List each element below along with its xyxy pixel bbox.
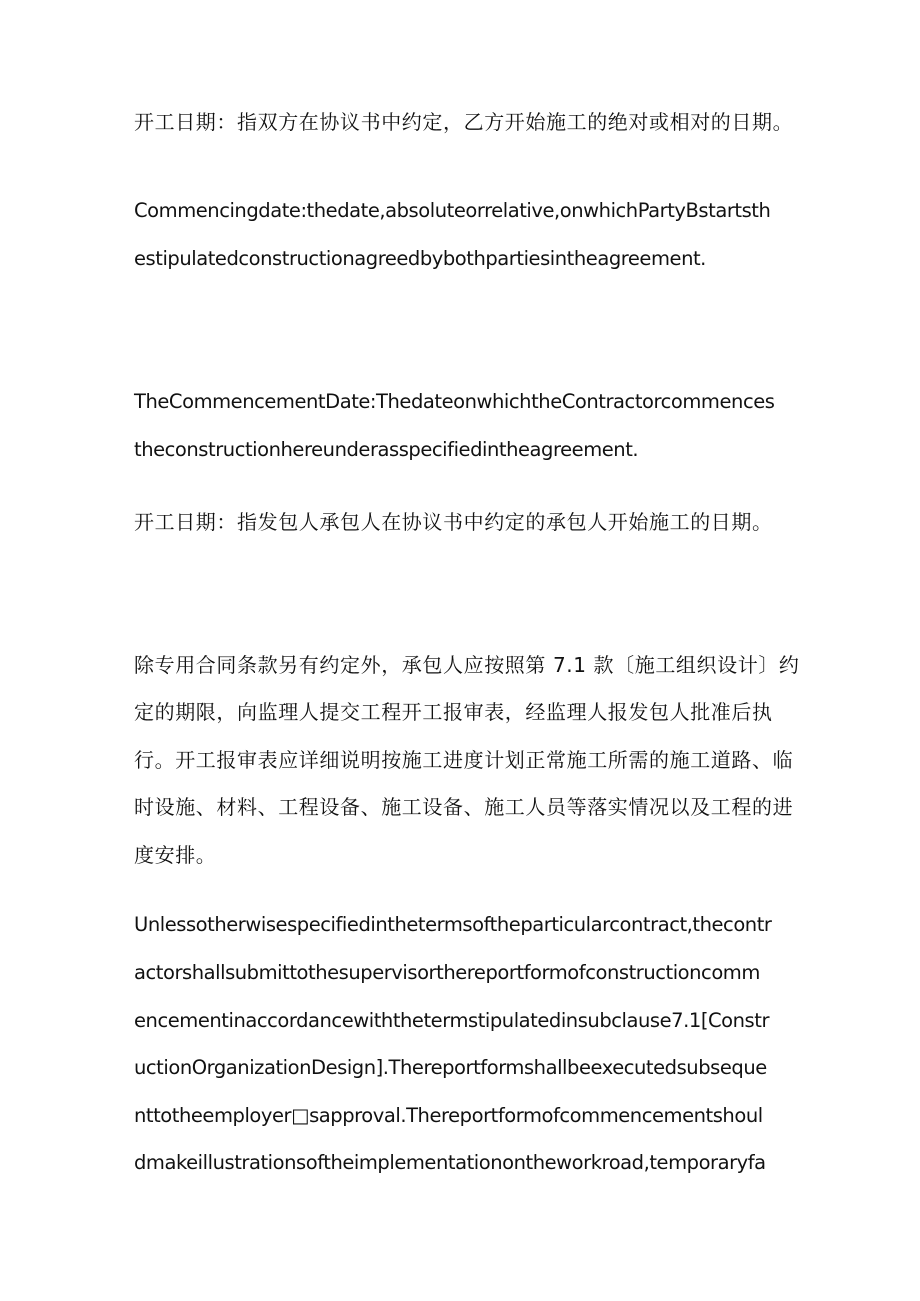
paragraph-6-line-2: actorshallsubmittothesupervisorthereportformofconstructioncomm <box>134 961 760 984</box>
paragraph-5-line-1: 除专用合同条款另有约定外，承包人应按照第 7.1 款〔施工组织设计〕约 <box>134 653 800 677</box>
paragraph-5-line-3: 行。开工报审表应详细说明按施工进度计划正常施工所需的施工道路、临 <box>134 748 794 772</box>
paragraph-5-line-2: 定的期限，向监理人提交工程开工报审表，经监理人报发包人批准后执 <box>134 700 773 724</box>
paragraph-3-line-2: theconstructionhereunderasspecifiedintheagreement. <box>134 438 639 461</box>
paragraph-5-line-5: 度安排。 <box>134 843 217 867</box>
paragraph-1-line-1: 开工日期：指双方在协议书中约定，乙方开始施工的绝对或相对的日期。 <box>134 110 794 134</box>
paragraph-3-line-1: TheCommencementDate:ThedateonwhichtheContractorcommences <box>134 390 775 413</box>
paragraph-5-line-4: 时设施、材料、工程设备、施工设备、施工人员等落实情况以及工程的进 <box>134 795 794 819</box>
paragraph-6-line-1: Unlessotherwisespecifiedinthetermsoftheparticularcontract,thecontr <box>134 913 772 936</box>
paragraph-4-line-1: 开工日期：指发包人承包人在协议书中约定的承包人开始施工的日期。 <box>134 510 773 534</box>
paragraph-6-line-5: nttotheemployer□sapproval.Thereportformofcommencementshoul <box>134 1104 763 1127</box>
paragraph-2-line-1: Commencingdate:thedate,absoluteorrelative,onwhichPartyBstartsth <box>134 199 771 222</box>
paragraph-2-line-2: estipulatedconstructionagreedbybothpartiesintheagreement. <box>134 247 706 270</box>
paragraph-6-line-6: dmakeillustrationsoftheimplementationontheworkroad,temporaryfa <box>134 1151 766 1174</box>
paragraph-6-line-3: encementinaccordancewiththetermstipulatedinsubclause7.1[Constr <box>134 1009 770 1032</box>
paragraph-6-line-4: uctionOrganizationDesign].Thereportformshallbeexecutedsubseque <box>134 1056 767 1079</box>
